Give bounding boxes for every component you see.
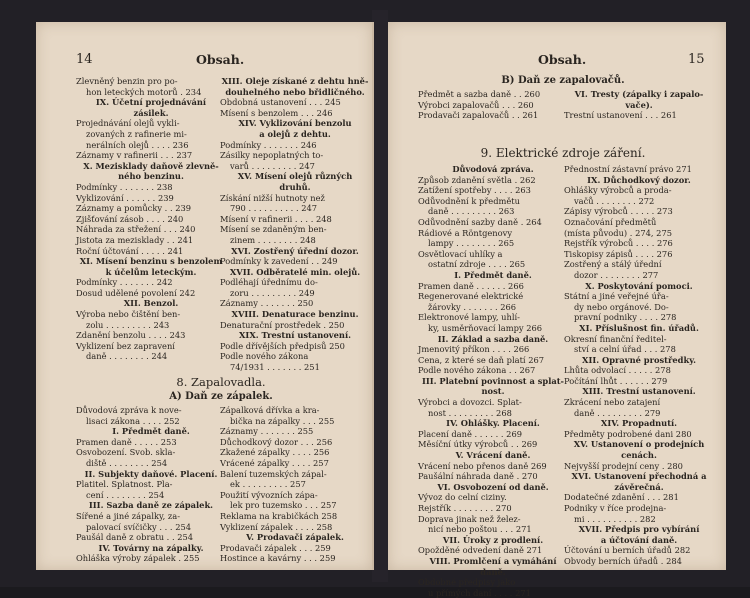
- toc-line: Záznamy . . . . . . . 255: [220, 426, 314, 437]
- toc-line: Regenerované elektrické: [418, 291, 524, 302]
- toc-line: Označování předmětů: [564, 216, 657, 227]
- toc-line: cení . . . . . . . . 254: [86, 489, 165, 500]
- toc-line: Státní a jiné veřejné úřa-: [564, 291, 669, 302]
- toc-line: varů . . . . . . . . . 247: [230, 160, 315, 171]
- toc-line: IX. Účetní projednávání: [95, 97, 207, 108]
- toc-line: IV. Ohlášky. Placení.: [446, 418, 540, 429]
- section-title-elektricke-zdroje: 9. Elektrické zdroje záření.: [480, 146, 646, 160]
- toc-line: Vývoz do celní ciziny.: [418, 492, 507, 503]
- toc-line: XIX. Trestní ustanovení.: [239, 330, 351, 341]
- left-column-1-lower: [76, 405, 226, 564]
- toc-line: Zdanění benzolu . . . . 243: [76, 330, 186, 341]
- toc-line: II. Subjekty daňové. Placení.: [84, 468, 218, 479]
- toc-line: Podle dřívějších předpisů 250: [220, 340, 345, 351]
- toc-line: Záznamy . . . . . . . 250: [220, 298, 314, 309]
- toc-line: XI. Příslušnost fin. úřadů.: [579, 322, 699, 333]
- toc-line: X. Poskytování pomoci.: [585, 280, 693, 291]
- toc-line: Záznamy v rafinerii . . . 237: [76, 150, 193, 161]
- toc-line: Osvětlovací uhlíky a: [418, 248, 503, 259]
- toc-line: a olejů z dehtu.: [259, 128, 331, 139]
- toc-line: Tiskopisy zápisů . . . . 276: [564, 248, 673, 259]
- left-column-2-lower: [220, 405, 370, 564]
- toc-line: Podmínky . . . . . . . 242: [76, 277, 173, 288]
- toc-line: k účelům leteckým.: [105, 266, 197, 277]
- toc-line: Paušál daně z obratu . . 254: [76, 532, 194, 543]
- toc-line: vače).: [625, 99, 653, 110]
- toc-line: Prodavači zápalek . . . 259: [220, 542, 331, 553]
- toc-line: nost.: [481, 386, 505, 397]
- toc-line: druhů.: [279, 181, 311, 192]
- toc-line: pravní podniky . . . . 278: [574, 312, 677, 323]
- toc-line: II. Základ a sazba daně.: [437, 333, 549, 344]
- toc-line: XI. Mísení benzinu s benzolem: [79, 256, 223, 267]
- toc-line: Elektronové lampy, uhlí-: [418, 312, 520, 323]
- toc-line: Denaturační prostředek . 250: [220, 319, 345, 330]
- toc-line: palovací svíčičky . . . 254: [86, 521, 192, 532]
- subsection-title-dan-ze-zapalovacu: B) Daň ze zapalovačů.: [501, 75, 625, 86]
- toc-line: XIV. Vyklizování benzolu: [238, 118, 352, 129]
- toc-line: Nejvyšší prodejní ceny . 280: [564, 460, 683, 471]
- toc-line: XIV. Propadnutí.: [600, 418, 678, 429]
- toc-line: ství a celní úřad . . . 278: [574, 344, 676, 355]
- toc-line: XII. Benzol.: [123, 298, 179, 309]
- toc-line: douhelného nebo břidličného.: [225, 86, 365, 97]
- toc-line: Podléhají úřednímu do-: [220, 277, 318, 288]
- toc-line: Účtování u berních úřadů 282: [564, 545, 691, 556]
- toc-line: Předmět a sazba daně . . 260: [418, 89, 541, 99]
- left-column-2-upper: [220, 76, 370, 373]
- toc-line: Rejstřík . . . . . . . . 270: [418, 503, 512, 513]
- toc-line: Způsob zdanění světla . 262: [418, 174, 536, 185]
- toc-line: Zjišťování zásob . . . . 240: [76, 213, 184, 224]
- toc-line: mi . . . . . . . . . . 282: [574, 513, 656, 524]
- toc-line: Počítání lhůt . . . . . . 279: [564, 375, 668, 386]
- toc-line: daně . . . . . . . . . 263: [428, 206, 515, 217]
- toc-line: lisaci zákona . . . . 252: [86, 415, 180, 426]
- toc-line: Podmínky k zavedení . . 249: [220, 256, 338, 267]
- toc-line: Podmínky . . . . . . . 238: [76, 181, 173, 192]
- toc-line: daně . . . . . . . . . 279: [574, 407, 661, 418]
- toc-line: Doprava jinak než želez-: [418, 513, 521, 524]
- toc-line: XV. Mísení olejů různých: [237, 171, 353, 182]
- toc-line: Zostřený a stálý úřední: [564, 259, 662, 270]
- toc-line: Podle nového zákona: [220, 351, 309, 362]
- toc-line: Vrácení nebo přenos daně 269: [418, 460, 547, 471]
- toc-line: Jistota za mezisklady . . 241: [76, 234, 194, 245]
- toc-line: Obvody berních úřadů . 284: [564, 555, 682, 566]
- toc-line: ek . . . . . . . . . 257: [230, 479, 306, 490]
- toc-line: VI. Tresty (zápalky i zapalo-: [574, 89, 704, 99]
- toc-line: Důvodová zpráva k nove-: [76, 405, 182, 415]
- toc-line: Náhrada za střežení . . . 240: [76, 224, 196, 235]
- toc-line: Dodatečné zdanění . . . 281: [564, 492, 679, 503]
- toc-line: Zatížení spotřeby . . . . 263: [418, 185, 531, 196]
- toc-line: I. Předmět daně.: [112, 426, 190, 437]
- toc-line: Rádiové a Röntgenovy: [418, 227, 513, 238]
- toc-line: XVII. Předpis pro vybírání: [578, 524, 700, 535]
- toc-line: X. Mezisklady daňově zlevně-: [83, 160, 219, 171]
- right-page: [388, 22, 726, 598]
- toc-line: XVI. Ustanovení přechodná a: [571, 471, 707, 482]
- toc-line: Zlevněný benzin pro po-: [76, 76, 178, 86]
- right-top-column-2: [564, 89, 714, 121]
- toc-line: Vyklizení zápalek . . . . 258: [220, 521, 333, 532]
- left-page: [36, 22, 374, 570]
- toc-line: I. Předmět daně.: [454, 269, 532, 280]
- toc-line: Důchodkový dozor . . . 256: [220, 436, 333, 447]
- toc-line: V. Prodavači zápalek.: [246, 532, 344, 543]
- toc-line: Okresní finanční ředitel-: [564, 333, 667, 344]
- toc-line: Zkažené zápalky . . . . 256: [220, 447, 330, 458]
- toc-line: Osvobození. Svob. skla-: [76, 447, 176, 458]
- toc-line: Vyklizení bez zapravení: [76, 340, 175, 351]
- toc-line: Sířené a jiné zápalky, za-: [76, 510, 181, 521]
- toc-line: závěrečná.: [614, 481, 664, 492]
- section-title-zapalovadla: 8. Zapalovadla.: [176, 375, 266, 389]
- toc-line: vačů . . . . . . . . 272: [574, 195, 655, 206]
- subsection-title-dan-ze-zapalek: A) Daň ze zápalek.: [169, 391, 273, 402]
- toc-line: Lhůta odvolací . . . . . 278: [564, 365, 671, 376]
- toc-line: Zkrácení nebo zatajení: [564, 397, 661, 408]
- toc-line: daně.: [480, 566, 506, 577]
- toc-line: ného benzinu.: [118, 171, 184, 182]
- right-page-number: 15: [688, 52, 705, 67]
- toc-line: Obdobné předpisy jako: [418, 577, 516, 588]
- left-page-number: 14: [76, 52, 93, 67]
- toc-line: XVI. Zostřený úřední dozor.: [231, 245, 359, 256]
- toc-line: Rejstřík výrobců . . . . 276: [564, 238, 673, 249]
- toc-line: Jmenovitý příkon . . . . 266: [418, 344, 530, 355]
- toc-line: Placení daně . . . . . . 269: [418, 428, 523, 439]
- toc-line: 74/1931 . . . . . . . 251: [230, 362, 320, 373]
- toc-line: lampy . . . . . . . . 265: [428, 238, 515, 249]
- toc-line: u přímých daní . . . . 271: [428, 587, 531, 598]
- toc-line: Obdobná ustanovení . . . 245: [220, 97, 341, 108]
- toc-line: Dosud udělené povolení 242: [76, 287, 196, 298]
- toc-line: nerálních olejů . . . . 236: [86, 139, 189, 150]
- right-page-header: Obsah.: [538, 52, 587, 67]
- toc-line: bička na zápalky . . . 255: [230, 415, 335, 426]
- toc-line: Prodavači zapalovačů . . 261: [418, 110, 539, 121]
- toc-line: VII. Úroky z prodlení.: [442, 534, 544, 545]
- toc-line: Pramen daně . . . . . 253: [76, 436, 177, 447]
- right-column-2: [564, 164, 714, 567]
- toc-line: VIII. Promlčení a vymáhání: [429, 555, 557, 566]
- toc-line: Zápisy výrobců . . . . . 273: [564, 206, 673, 217]
- right-top-column-1: [418, 89, 568, 121]
- toc-line: Podmínky . . . . . . . 246: [220, 139, 317, 150]
- toc-line: a účtování daně.: [600, 534, 678, 545]
- toc-line: Výrobci zapalovačů . . . 260: [418, 99, 534, 110]
- toc-line: Mísení v rafinerii . . . . 248: [220, 213, 332, 224]
- toc-line: diště . . . . . . . . 254: [86, 457, 168, 468]
- toc-line: XVII. Odběratelé min. olejů.: [229, 266, 361, 277]
- toc-line: (místa původu) . 274, 275: [564, 227, 673, 238]
- toc-line: XVIII. Denaturace benzinu.: [231, 309, 359, 320]
- toc-line: dy nebo orgánové. Do-: [574, 301, 669, 312]
- toc-line: žárovky . . . . . . . 266: [428, 301, 517, 312]
- toc-line: IV. Továrny na zápalky.: [98, 542, 204, 553]
- toc-line: Vrácené zápalky . . . . 257: [220, 457, 329, 468]
- toc-line: III. Platební povinnost a splat-: [421, 375, 564, 386]
- book-gutter: [372, 10, 388, 582]
- toc-line: zolu . . . . . . . . . 243: [86, 319, 170, 330]
- toc-line: dozor . . . . . . . . 277: [574, 269, 659, 280]
- toc-line: Odůvodnění sazby daně . 264: [418, 216, 542, 227]
- toc-line: ky, usměrňovací lampy 266: [428, 322, 543, 333]
- toc-line: Mísení s benzolem . . . 246: [220, 107, 333, 118]
- toc-line: Ohlášky výrobců a proda-: [564, 185, 672, 196]
- toc-line: Cena, z které se daň platí 267: [418, 354, 545, 365]
- toc-line: Měsíční útky výrobců . . 269: [418, 439, 538, 450]
- toc-line: Paušální náhrada daně . 270: [418, 471, 538, 482]
- toc-line: Záznamy a pomůcky . . 239: [76, 203, 192, 214]
- toc-line: Trestní ustanovení . . . 261: [564, 110, 677, 121]
- left-column-1-upper: [76, 76, 226, 362]
- toc-line: nicí nebo poštou . . . 271: [428, 524, 532, 535]
- toc-line: Použití vývozních zápa-: [220, 489, 318, 500]
- toc-line: XIII. Oleje získané z dehtu hně-: [221, 76, 369, 86]
- toc-line: zinem . . . . . . . . 248: [230, 234, 316, 245]
- toc-line: V. Vrácení daně.: [455, 450, 531, 461]
- left-page-header: Obsah.: [196, 52, 245, 67]
- toc-line: Vyklizování . . . . . . 239: [76, 192, 174, 203]
- toc-line: nost . . . . . . . . . 268: [428, 407, 512, 418]
- toc-line: zoru . . . . . . . . . 249: [230, 287, 315, 298]
- toc-line: Zápalková dřívka a kra-: [220, 405, 320, 415]
- toc-line: Podniky v říce prodejna-: [564, 503, 667, 513]
- toc-line: Výroba nebo čištění ben-: [76, 309, 181, 320]
- toc-line: Přednostní zástavní právo 271: [564, 164, 692, 174]
- toc-line: Hostince a kavárny . . . 259: [220, 553, 336, 564]
- toc-line: Pramen daně . . . . . . 266: [418, 280, 524, 291]
- toc-line: Získání nižší hutnoty než: [220, 192, 325, 203]
- toc-line: XII. Opravné prostředky.: [582, 354, 696, 365]
- toc-line: zásilek.: [133, 107, 169, 118]
- toc-line: cenách.: [621, 450, 657, 461]
- right-column-1: [418, 164, 568, 598]
- toc-line: Ohláška výroby zápalek . 255: [76, 553, 200, 564]
- toc-line: Roční účtování . . . . . 241: [76, 245, 184, 256]
- toc-line: 790 . . . . . . . . . . 247: [230, 203, 318, 214]
- toc-line: Zásilky nepoplatných to-: [220, 150, 324, 161]
- toc-line: lek pro tuzemsko . . . 257: [230, 500, 337, 511]
- toc-line: Mísení se zdaněným ben-: [220, 224, 327, 235]
- toc-line: daně . . . . . . . . 244: [86, 351, 168, 362]
- toc-line: Důvodová zpráva.: [452, 164, 534, 174]
- toc-line: Předměty podrobené dani 280: [564, 428, 692, 439]
- toc-line: Podle nového zákona . . 267: [418, 365, 536, 376]
- toc-line: IX. Důchodkový dozor.: [587, 174, 691, 185]
- toc-line: Projednávání olejů vykli-: [76, 118, 180, 129]
- toc-line: Odůvodnění k předmětu: [418, 195, 520, 206]
- toc-line: XIII. Trestní ustanovení.: [582, 386, 696, 397]
- toc-line: XV. Ustanovení o prodejních: [573, 439, 705, 450]
- toc-line: Platitel. Splatnost. Pla-: [76, 479, 173, 490]
- toc-line: zovaných z rafinerie mi-: [86, 128, 187, 139]
- toc-line: Opožděné odvedení daně 271: [418, 545, 543, 556]
- toc-line: III. Sazba daně ze zápalek.: [88, 500, 214, 511]
- toc-line: ostatní zdroje . . . . 265: [428, 259, 526, 270]
- toc-line: Balení tuzemských zápal-: [220, 468, 327, 479]
- toc-line: Reklama na krabičkách 258: [220, 510, 338, 521]
- toc-line: Výrobci a dovozci. Splat-: [418, 397, 522, 408]
- toc-line: VI. Osvobození od daně.: [437, 481, 549, 492]
- toc-line: hon leteckých motorů . 234: [86, 86, 202, 97]
